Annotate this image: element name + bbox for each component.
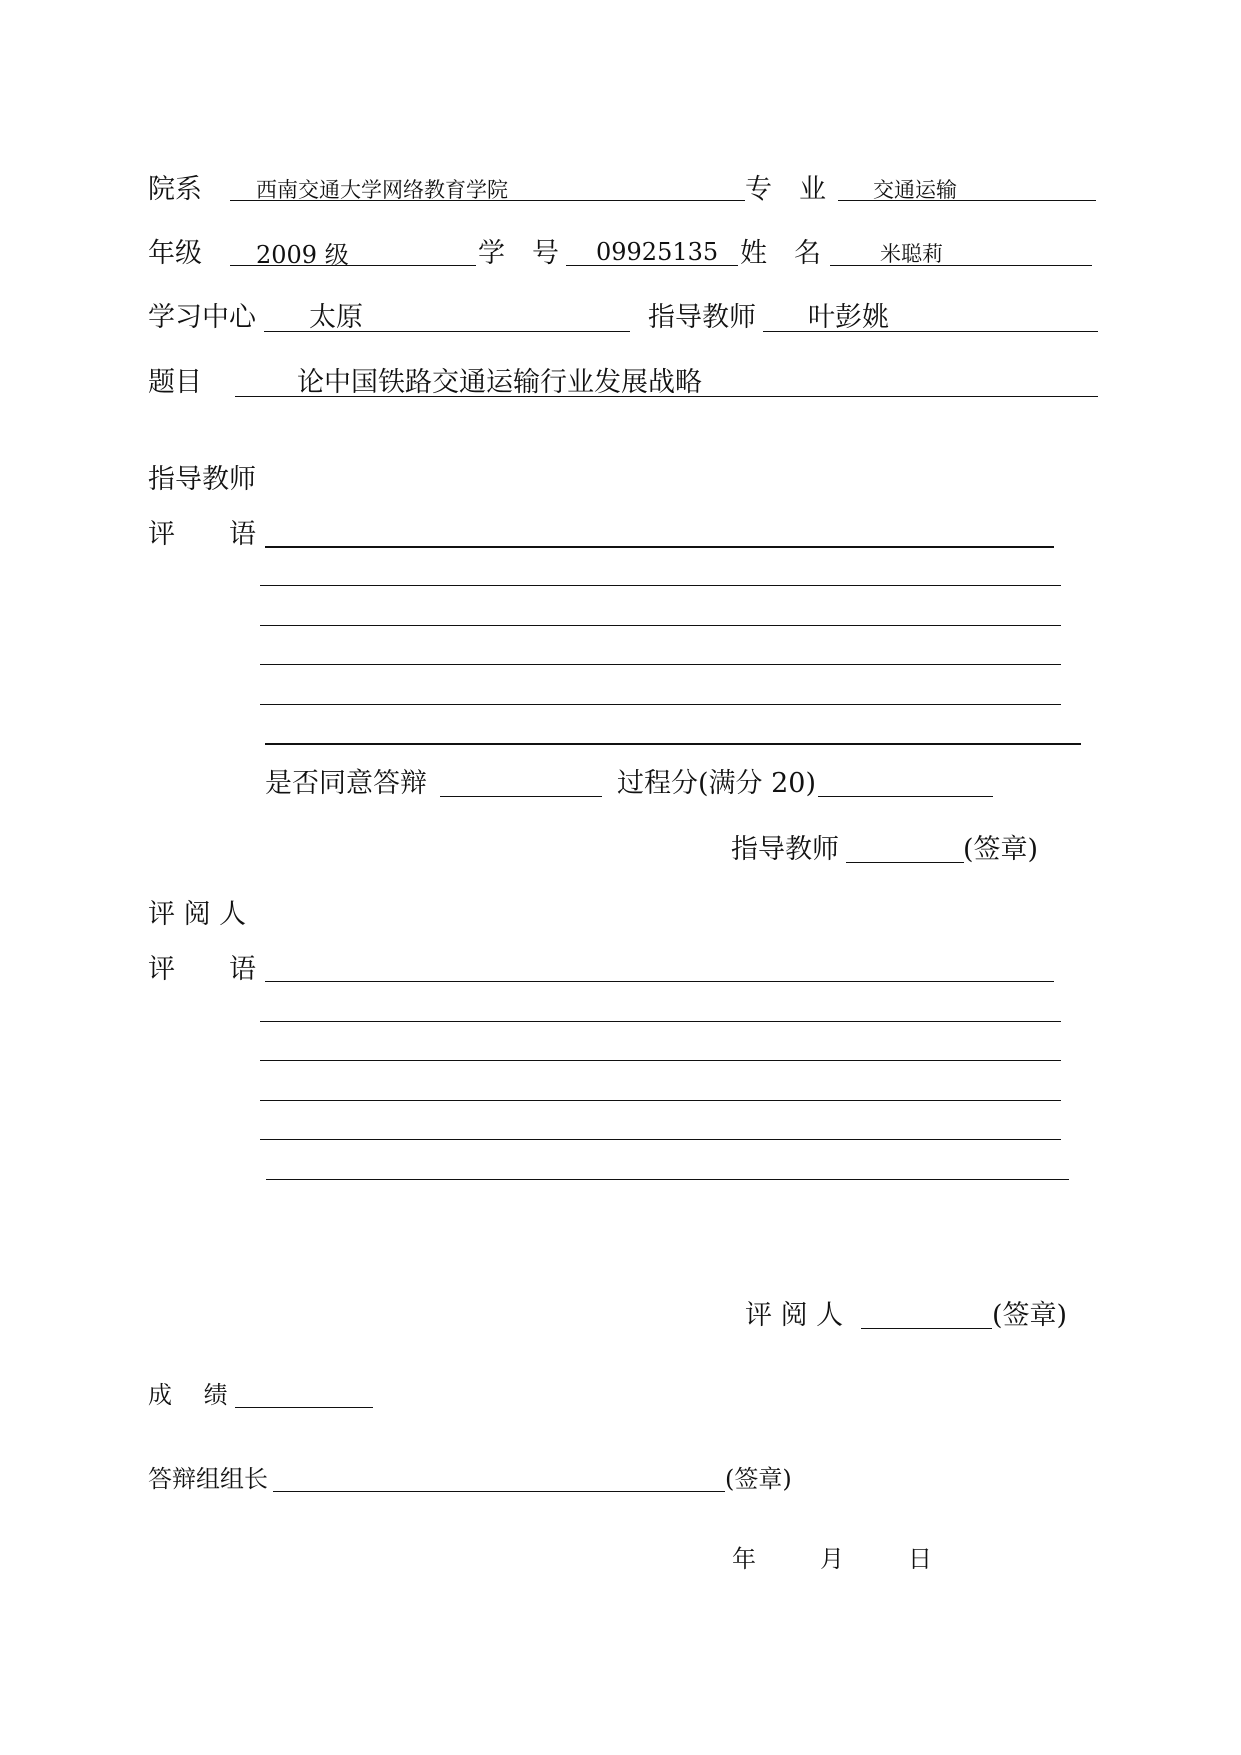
- reviewer-comment-line[interactable]: [260, 1021, 1061, 1022]
- student-id-label: 学 号: [478, 238, 559, 269]
- advisor-comment-line[interactable]: [265, 546, 1054, 548]
- advisor-comment-label: 评 语: [148, 519, 256, 550]
- name-label: 姓 名: [740, 238, 821, 269]
- reviewer-signature-underline[interactable]: [861, 1328, 992, 1329]
- advisor-comment-line[interactable]: [260, 704, 1061, 705]
- defense-question-label: 是否同意答辩: [265, 768, 427, 799]
- topic-value[interactable]: 论中国铁路交通运输行业发展战略: [297, 367, 702, 398]
- date-day-label: 日: [908, 1545, 932, 1573]
- process-score-label: 过程分(满分 20): [617, 768, 817, 799]
- topic-label: 题目: [148, 367, 202, 398]
- student-id-value[interactable]: 09925135: [596, 238, 719, 266]
- department-underline: [230, 200, 745, 201]
- topic-underline: [235, 396, 1098, 397]
- reviewer-comment-label: 评 语: [148, 954, 256, 985]
- reviewer-comment-line[interactable]: [260, 1139, 1061, 1140]
- defense-leader-underline[interactable]: [273, 1491, 725, 1492]
- defense-leader-label: 答辩组组长: [148, 1465, 268, 1493]
- grade-label: 年级: [148, 238, 202, 269]
- major-value[interactable]: 交通运输: [873, 178, 957, 202]
- advisor-section-title: 指导教师: [148, 464, 256, 495]
- advisor-comment-line[interactable]: [260, 664, 1061, 665]
- final-grade-label: 成 绩: [148, 1381, 228, 1409]
- student-id-underline: [566, 265, 738, 266]
- defense-leader-seal: (签章): [725, 1465, 792, 1493]
- advisor-comment-line[interactable]: [265, 743, 1081, 745]
- grade-underline: [230, 265, 476, 266]
- advisor-label: 指导教师: [648, 302, 756, 333]
- major-underline: [838, 200, 1096, 201]
- advisor-signature-label: 指导教师: [731, 834, 839, 865]
- name-value[interactable]: 米聪莉: [880, 242, 943, 266]
- date-month-label: 月: [820, 1545, 844, 1573]
- defense-answer-underline[interactable]: [440, 796, 602, 797]
- center-label: 学习中心: [148, 302, 256, 333]
- department-label: 院系: [148, 174, 202, 205]
- advisor-comment-line[interactable]: [260, 625, 1061, 626]
- center-value[interactable]: 太原: [309, 302, 363, 333]
- process-score-underline[interactable]: [818, 796, 993, 797]
- reviewer-section-title: 评 阅 人: [148, 899, 247, 930]
- advisor-underline: [763, 331, 1098, 332]
- grade-value[interactable]: 2009 级: [256, 241, 349, 269]
- advisor-value[interactable]: 叶彭姚: [808, 302, 889, 333]
- advisor-signature-underline[interactable]: [846, 862, 964, 863]
- advisor-seal: (签章): [963, 834, 1039, 865]
- reviewer-comment-line[interactable]: [266, 1179, 1069, 1180]
- center-underline: [264, 331, 630, 332]
- advisor-comment-line[interactable]: [260, 585, 1061, 586]
- department-value[interactable]: 西南交通大学网络教育学院: [256, 178, 508, 202]
- reviewer-comment-line[interactable]: [260, 1060, 1061, 1061]
- reviewer-signature-label: 评 阅 人: [745, 1300, 844, 1331]
- reviewer-comment-line[interactable]: [265, 981, 1054, 982]
- name-underline: [830, 265, 1092, 266]
- major-label: 专 业: [745, 174, 826, 205]
- date-year-label: 年: [732, 1545, 756, 1573]
- reviewer-seal: (签章): [992, 1300, 1068, 1331]
- final-grade-underline[interactable]: [235, 1407, 373, 1408]
- reviewer-comment-line[interactable]: [260, 1100, 1061, 1101]
